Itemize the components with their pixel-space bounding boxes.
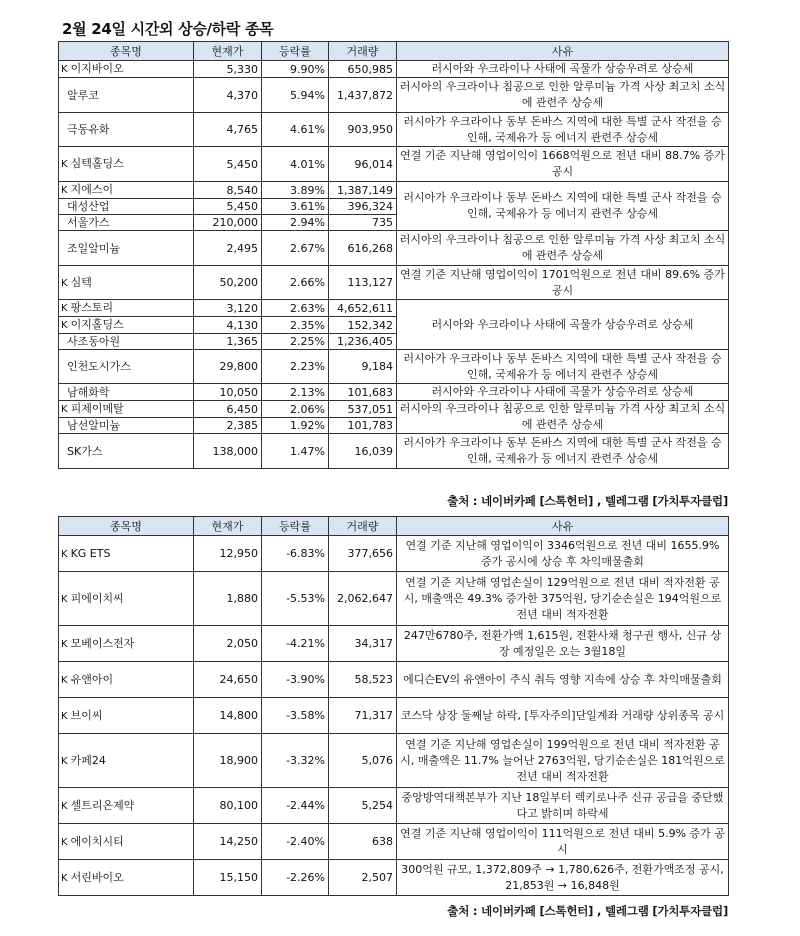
stock-name [59, 536, 194, 572]
table-header-row [59, 42, 729, 61]
price-cell: 14,250 [194, 824, 262, 860]
table-row [59, 300, 729, 317]
stock-name [59, 61, 194, 78]
table-row [59, 626, 729, 662]
table-row [59, 434, 729, 469]
price-cell: 29,800 [194, 350, 262, 384]
rate-cell: 2.23% [262, 350, 329, 384]
kosdaq-mark: K [61, 185, 68, 196]
table-header-row [59, 517, 729, 536]
price-cell: 5,450 [194, 147, 262, 182]
volume-cell: 113,127 [329, 266, 397, 300]
price-cell: 3,120 [194, 300, 262, 317]
stock-name-label: 사조동아원 [67, 335, 121, 348]
reason-cell: 러시아와 우크라이나 사태에 곡물가 상승우려로 상승세 [397, 61, 729, 78]
source-note: 출처 : 네이버카페 [스톡헌터] , 텔레그램 [가치투자클럽] [447, 904, 728, 918]
page-title: 2월 24일 시간외 상승/하락 종목 [62, 20, 274, 38]
reason-cell: 중앙방역대책본부가 지난 18일부터 렉키로나주 신규 공급을 중단했다고 밝히며 하락세 [397, 788, 729, 824]
price-cell: 80,100 [194, 788, 262, 824]
volume-cell: 101,783 [329, 418, 397, 434]
table-row [59, 788, 729, 824]
stock-name [59, 113, 194, 147]
volume-cell: 5,076 [329, 734, 397, 788]
rate-cell: -2.44% [262, 788, 329, 824]
stock-name-label: 브이씨 [70, 708, 103, 722]
volume-cell: 1,437,872 [329, 78, 397, 113]
volume-cell: 377,656 [329, 536, 397, 572]
price-cell: 10,050 [194, 384, 262, 401]
reason-cell: 러시아의 우크라이나 침공으로 인한 알루미늄 가격 사상 최고치 소식에 관련주 상승세 [397, 78, 729, 113]
table-row [59, 350, 729, 384]
volume-cell: 638 [329, 824, 397, 860]
stock-name-label: 이지홀딩스 [70, 318, 124, 331]
header-price: 현재가 [194, 517, 262, 536]
stock-name [59, 572, 194, 626]
kosdaq-mark: K [61, 548, 68, 560]
volume-cell: 2,507 [329, 860, 397, 896]
table-row [59, 231, 729, 266]
stock-name-label: 조일알미늄 [67, 241, 121, 255]
reason-cell: 연결 기준 지난해 영업이익이 111억원으로 전년 대비 5.9% 증가 공시 [397, 824, 729, 860]
stock-name-label: 인천도시가스 [67, 360, 131, 373]
rate-cell: -3.32% [262, 734, 329, 788]
stock-name-label: 극동유화 [67, 123, 110, 136]
kosdaq-mark: K [61, 593, 68, 605]
rate-cell: -2.26% [262, 860, 329, 896]
table-row [59, 662, 729, 698]
volume-cell: 9,184 [329, 350, 397, 384]
rate-cell: 2.66% [262, 266, 329, 300]
price-cell: 2,385 [194, 418, 262, 434]
volume-cell: 101,683 [329, 384, 397, 401]
price-cell: 12,950 [194, 536, 262, 572]
price-cell: 5,450 [194, 199, 262, 215]
header-volume: 거래량 [329, 517, 397, 536]
stock-name [59, 434, 194, 469]
stock-name [59, 231, 194, 266]
stock-name-label: 셀트리온제약 [70, 798, 135, 812]
price-cell: 1,880 [194, 572, 262, 626]
stock-name-label: 에이치시티 [70, 834, 124, 848]
price-cell: 18,900 [194, 734, 262, 788]
stock-name [59, 734, 194, 788]
stock-name [59, 698, 194, 734]
volume-cell: 1,387,149 [329, 182, 397, 199]
reason-cell: 연결 기준 지난해 영업이익이 1668억원으로 전년 대비 88.7% 증가 공시 [397, 147, 729, 182]
rate-cell: -6.83% [262, 536, 329, 572]
stock-name [59, 401, 194, 418]
volume-cell: 1,236,405 [329, 334, 397, 350]
table-row [59, 536, 729, 572]
table-row [59, 698, 729, 734]
header-rate: 등락률 [262, 517, 329, 536]
rising-stocks-table [58, 41, 729, 469]
header-reason: 사유 [397, 42, 729, 61]
stock-name [59, 199, 194, 215]
reason-cell: 연결 기준 지난해 영업이익이 1701억원으로 전년 대비 89.6% 증가 공시 [397, 266, 729, 300]
price-cell: 2,495 [194, 231, 262, 266]
stock-name-label: 심텍 [70, 275, 92, 289]
volume-cell: 537,051 [329, 401, 397, 418]
price-cell: 6,450 [194, 401, 262, 418]
rate-cell: -4.21% [262, 626, 329, 662]
reason-cell: 247만6780주, 전환가액 1,615원, 전환사채 청구권 행사, 신규 상장 예정일은 오는 3월18일 [397, 626, 729, 662]
table-row [59, 61, 729, 78]
stock-name-label: 남해화학 [67, 385, 110, 399]
rate-cell: 2.35% [262, 317, 329, 334]
volume-cell: 4,652,611 [329, 300, 397, 317]
rate-cell: 5.94% [262, 78, 329, 113]
volume-cell: 2,062,647 [329, 572, 397, 626]
table-row [59, 182, 729, 199]
reason-cell: 러시아의 우크라이나 침공으로 인한 알루미늄 가격 사상 최고치 소식에 관련주 상승세 [397, 401, 729, 434]
volume-cell: 5,254 [329, 788, 397, 824]
stock-name-label: 알루코 [67, 88, 99, 102]
kosdaq-mark: K [61, 404, 68, 415]
reason-cell: 러시아가 우크라이나 동부 돈바스 지역에 대한 특별 군사 작전을 승인해, 국제유가 등 에너지 관련주 상승세 [397, 434, 729, 469]
kosdaq-mark: K [61, 872, 68, 884]
reason-cell: 러시아가 우크라이나 동부 돈바스 지역에 대한 특별 군사 작전을 승인해, 국제유가 등 에너지 관련주 상승세 [397, 350, 729, 384]
table-row [59, 572, 729, 626]
reason-cell: 연결 기준 지난해 영업이익이 3346억원으로 전년 대비 1655.9% 증가 공시에 상승 후 차익매물출회 [397, 536, 729, 572]
volume-cell: 396,324 [329, 199, 397, 215]
header-rate: 등락률 [262, 42, 329, 61]
stock-name-label: 피제이메탈 [70, 402, 124, 415]
header-name: 종목명 [59, 42, 194, 61]
volume-cell: 903,950 [329, 113, 397, 147]
reason-cell: 코스닥 상장 둘째날 하락, [투자주의]단일계좌 거래량 상위종목 공시 [397, 698, 729, 734]
reason-cell: 연결 기준 지난해 영업손실이 129억원으로 전년 대비 적자전환 공시, 매출액은 49.3% 증가한 375억원, 당기순손실은 194억원으로 전년 대비 적자전환 [397, 572, 729, 626]
kosdaq-mark: K [61, 159, 68, 170]
reason-cell: 300억원 규모, 1,372,809주 → 1,780,626주, 전환가액조정 공시, 21,853원 → 16,848원 [397, 860, 729, 896]
table-row [59, 384, 729, 401]
volume-cell: 71,317 [329, 698, 397, 734]
reason-cell: 러시아와 우크라이나 사태에 곡물가 상승우려로 상승세 [397, 300, 729, 350]
stock-name-label: 서린바이오 [70, 870, 124, 884]
reason-cell: 에디슨EV의 유앤아이 주식 취득 영향 지속에 상승 후 차익매물출회 [397, 662, 729, 698]
stock-name [59, 626, 194, 662]
table-row [59, 113, 729, 147]
reason-cell: 러시아와 우크라이나 사태에 곡물가 상승우려로 상승세 [397, 384, 729, 401]
stock-name-label: 대성산업 [67, 200, 110, 213]
price-cell: 50,200 [194, 266, 262, 300]
price-cell: 24,650 [194, 662, 262, 698]
kosdaq-mark: K [61, 277, 68, 289]
rate-cell: 2.13% [262, 384, 329, 401]
rate-cell: 2.25% [262, 334, 329, 350]
kosdaq-mark: K [61, 320, 68, 331]
stock-name [59, 662, 194, 698]
volume-cell: 152,342 [329, 317, 397, 334]
stock-name [59, 78, 194, 113]
rate-cell: 1.47% [262, 434, 329, 469]
falling-stocks-table [58, 516, 729, 896]
volume-cell: 96,014 [329, 147, 397, 182]
stock-name [59, 147, 194, 182]
header-volume: 거래량 [329, 42, 397, 61]
header-reason: 사유 [397, 517, 729, 536]
price-cell: 8,540 [194, 182, 262, 199]
price-cell: 15,150 [194, 860, 262, 896]
stock-name-label: 피에이치씨 [70, 591, 124, 605]
stock-name [59, 788, 194, 824]
stock-name [59, 384, 194, 401]
stock-name-label: 지에스이 [70, 183, 114, 196]
rate-cell: 1.92% [262, 418, 329, 434]
kosdaq-mark: K [61, 674, 68, 686]
stock-name [59, 300, 194, 317]
stock-name-label: 심텍홀딩스 [70, 157, 124, 170]
table-row [59, 734, 729, 788]
price-cell: 2,050 [194, 626, 262, 662]
stock-name [59, 418, 194, 434]
price-cell: 1,365 [194, 334, 262, 350]
price-cell: 14,800 [194, 698, 262, 734]
kosdaq-mark: K [61, 755, 68, 767]
rate-cell: -2.40% [262, 824, 329, 860]
kosdaq-mark: K [61, 800, 68, 812]
stock-name [59, 350, 194, 384]
header-price: 현재가 [194, 42, 262, 61]
stock-name-label: SK가스 [67, 444, 103, 458]
stock-name-label: 서울가스 [67, 216, 110, 229]
price-cell: 4,370 [194, 78, 262, 113]
stock-name-label: 유앤아이 [70, 672, 114, 686]
rate-cell: -5.53% [262, 572, 329, 626]
stock-name-label: 남선알미늄 [67, 419, 121, 432]
rate-cell: 2.94% [262, 215, 329, 231]
price-cell: 4,765 [194, 113, 262, 147]
volume-cell: 16,039 [329, 434, 397, 469]
rate-cell: 4.01% [262, 147, 329, 182]
table-row [59, 860, 729, 896]
rate-cell: -3.90% [262, 662, 329, 698]
table-row [59, 824, 729, 860]
volume-cell: 650,985 [329, 61, 397, 78]
volume-cell: 34,317 [329, 626, 397, 662]
rate-cell: 2.63% [262, 300, 329, 317]
stock-name [59, 317, 194, 334]
kosdaq-mark: K [61, 303, 68, 314]
table-row [59, 78, 729, 113]
price-cell: 4,130 [194, 317, 262, 334]
table-row [59, 401, 729, 418]
volume-cell: 616,268 [329, 231, 397, 266]
rate-cell: 2.06% [262, 401, 329, 418]
kosdaq-mark: K [61, 64, 68, 75]
stock-name [59, 334, 194, 350]
stock-name [59, 824, 194, 860]
stock-name-label: 팡스토리 [70, 301, 114, 314]
reason-cell: 러시아가 우크라이나 동부 돈바스 지역에 대한 특별 군사 작전을 승인해, 국제유가 등 에너지 관련주 상승세 [397, 182, 729, 231]
rate-cell: 4.61% [262, 113, 329, 147]
reason-cell: 러시아의 우크라이나 침공으로 인한 알루미늄 가격 사상 최고치 소식에 관련주 상승세 [397, 231, 729, 266]
rate-cell: 3.89% [262, 182, 329, 199]
price-cell: 138,000 [194, 434, 262, 469]
stock-name-label: 이지바이오 [70, 62, 124, 75]
volume-cell: 58,523 [329, 662, 397, 698]
stock-name [59, 266, 194, 300]
reason-cell: 러시아가 우크라이나 동부 돈바스 지역에 대한 특별 군사 작전을 승인해, 국제유가 등 에너지 관련주 상승세 [397, 113, 729, 147]
rate-cell: -3.58% [262, 698, 329, 734]
table-row [59, 266, 729, 300]
source-note: 출처 : 네이버카페 [스톡헌터] , 텔레그램 [가치투자클럽] [447, 494, 728, 508]
reason-cell: 연결 기준 지난해 영업손실이 199억원으로 전년 대비 적자전환 공시, 매출액은 11.7% 늘어난 2763억원, 당기순손실은 181억원으로 전년 대비 적자전환 [397, 734, 729, 788]
rate-cell: 9.90% [262, 61, 329, 78]
stock-name-label: 모베이스전자 [70, 636, 135, 650]
rate-cell: 3.61% [262, 199, 329, 215]
volume-cell: 735 [329, 215, 397, 231]
header-name: 종목명 [59, 517, 194, 536]
stock-name [59, 182, 194, 199]
kosdaq-mark: K [61, 836, 68, 848]
stock-name [59, 215, 194, 231]
price-cell: 210,000 [194, 215, 262, 231]
price-cell: 5,330 [194, 61, 262, 78]
rate-cell: 2.67% [262, 231, 329, 266]
kosdaq-mark: K [61, 710, 68, 722]
stock-name-label: KG ETS [70, 546, 111, 560]
kosdaq-mark: K [61, 638, 68, 650]
stock-name-label: 카페24 [70, 753, 106, 767]
table-row [59, 147, 729, 182]
stock-name [59, 860, 194, 896]
